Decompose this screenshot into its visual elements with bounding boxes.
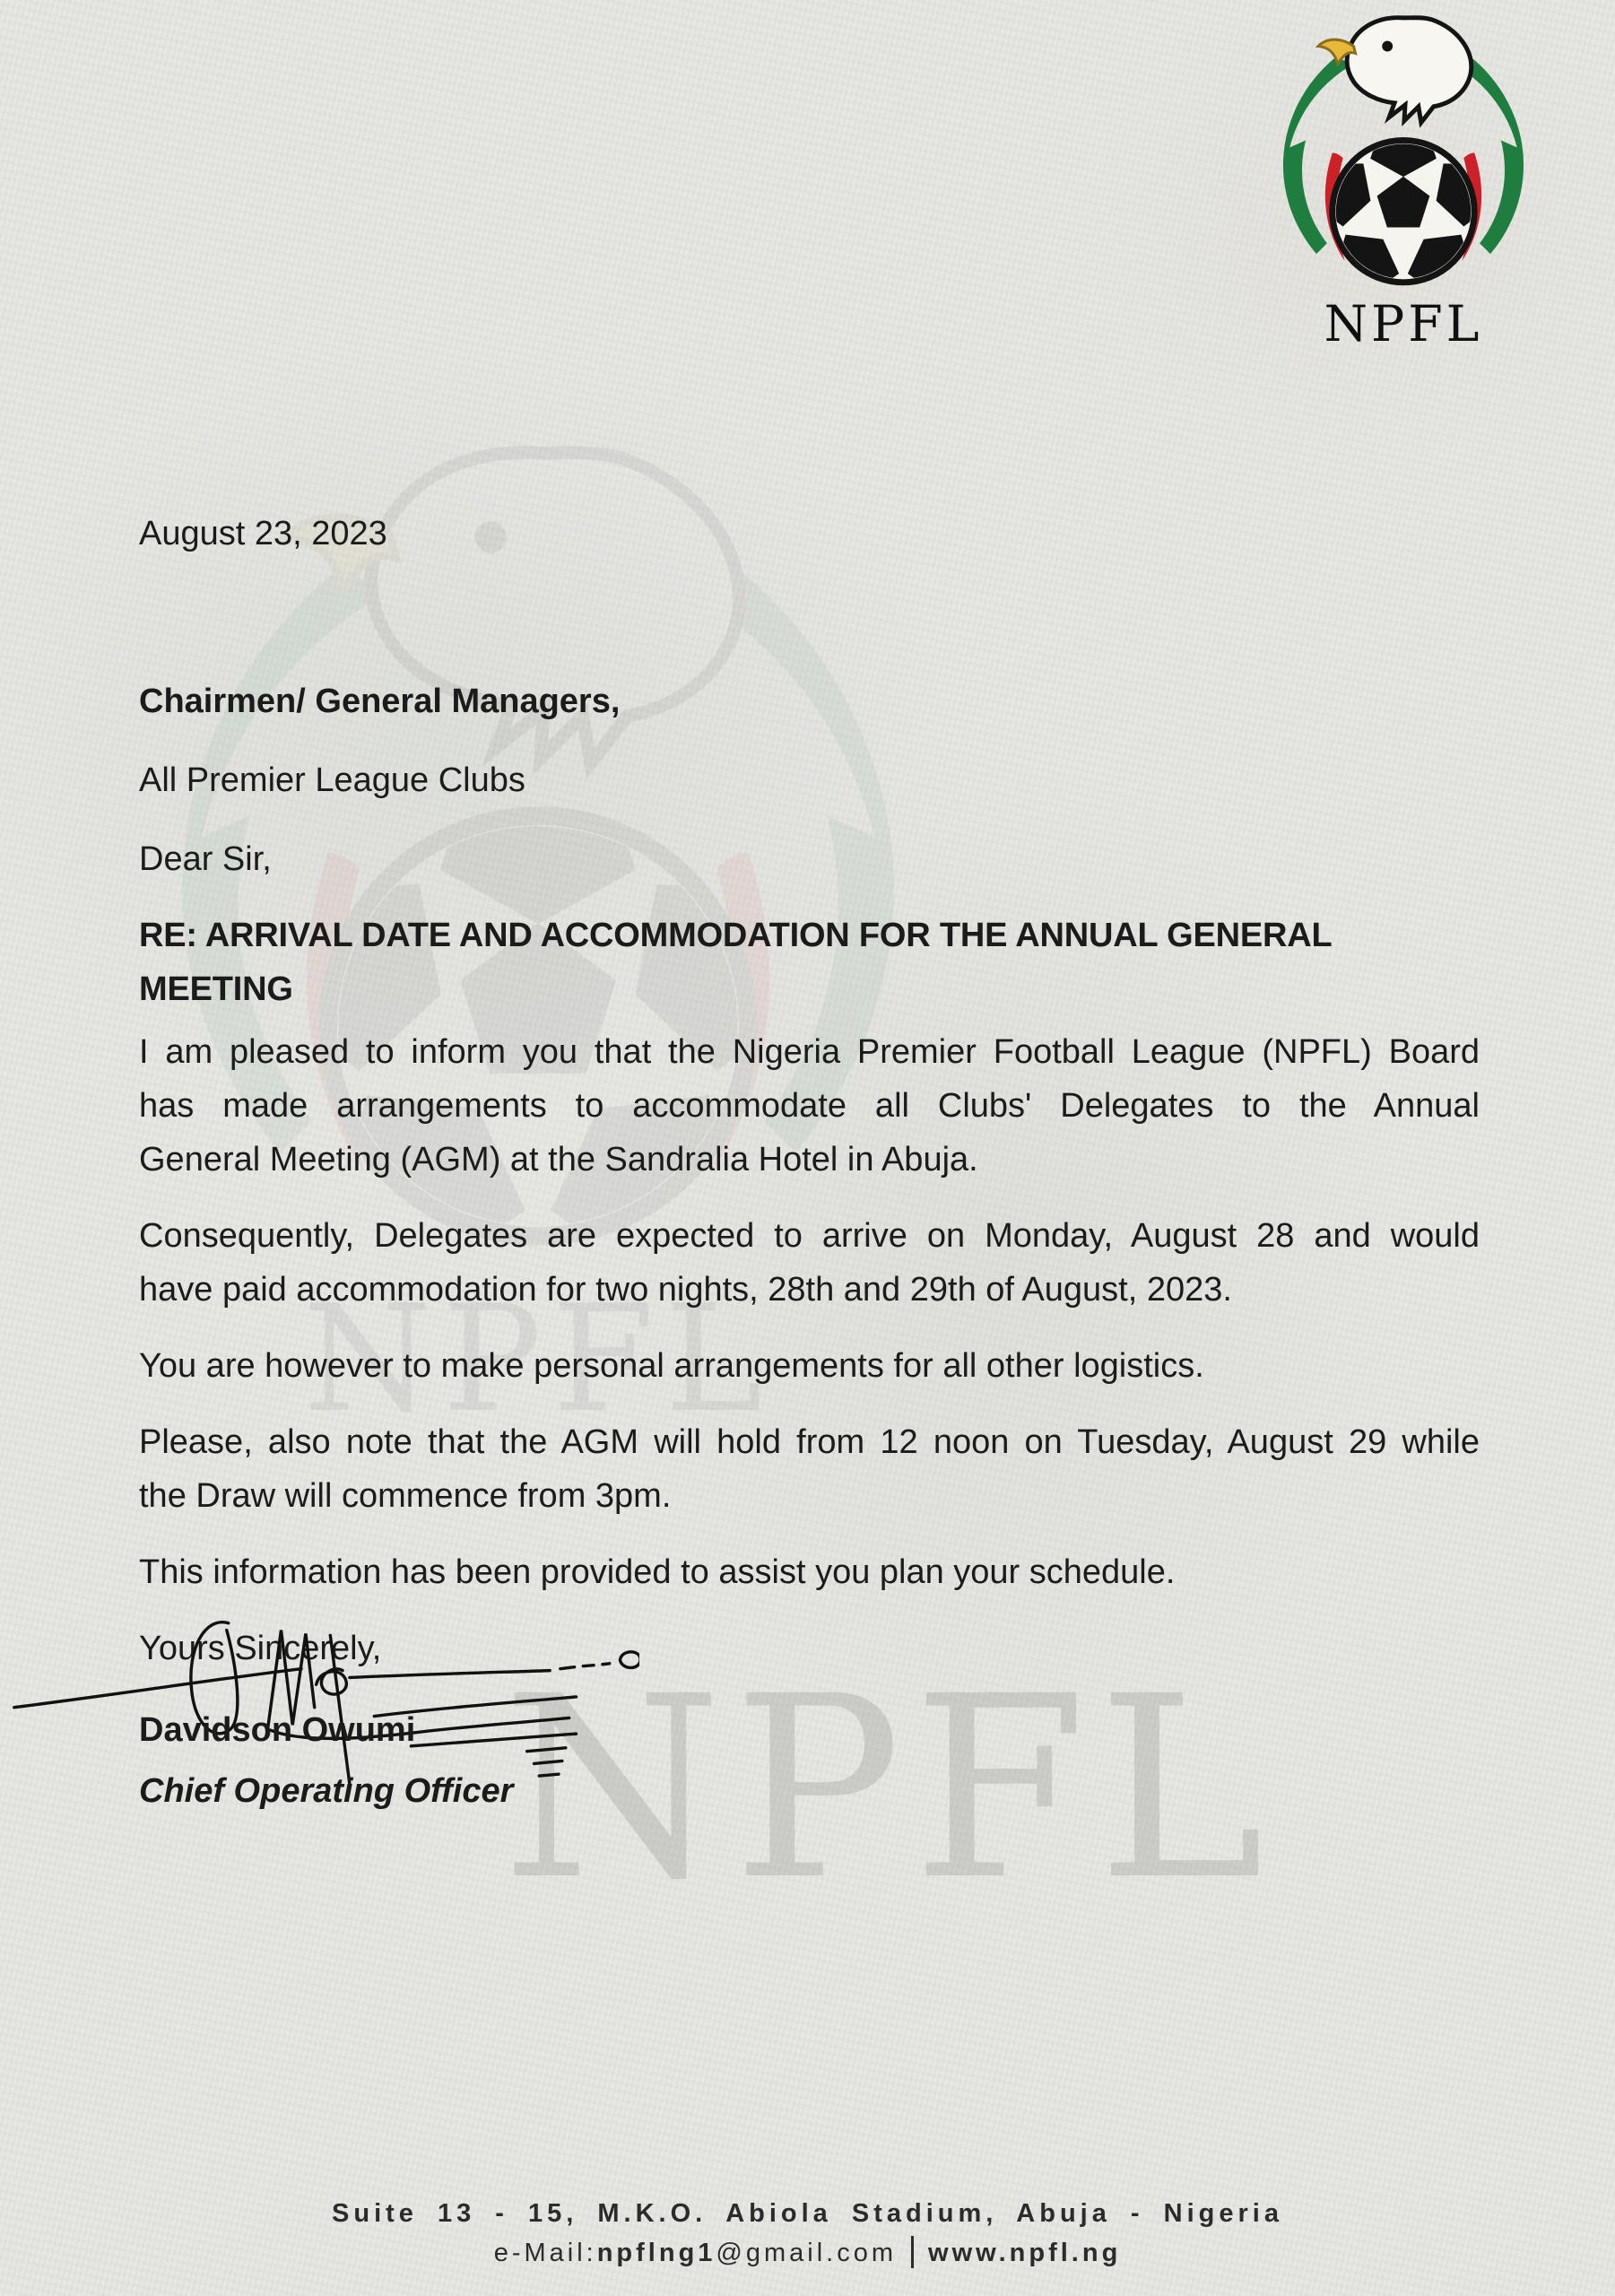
letter-body	[139, 1025, 1480, 1599]
npfl-logo	[1243, 7, 1564, 353]
body-paragraph: I am pleased to inform you that the Nigeria Premier Football League (NPFL) Board has made arrangements to accommodate all Clubs' Delegates to the Annual General Meeting (AGM) at the Sandralia Hotel in Abuja.	[139, 1033, 1480, 1178]
letter-date: August 23, 2023	[139, 515, 387, 552]
email-user: npflng1	[596, 2239, 716, 2267]
footer-address: Suite 13 - 15, M.K.O. Abiola Stadium, Abuja - Nigeria	[332, 2199, 1283, 2228]
email-label: e-Mail:	[493, 2239, 597, 2267]
footer-contact	[0, 2233, 1615, 2273]
closing: Yours Sincerely,	[139, 1630, 382, 1667]
footer-separator	[911, 2236, 914, 2268]
body-paragraph: Consequently, Delegates are expected to arrive on Monday, August 28 and would have paid accommodation for two nights, 28th and 29th of August, 2023.	[139, 1217, 1480, 1309]
signatory-name: Davidson Owumi	[139, 1711, 416, 1749]
salutation: Dear Sir,	[139, 840, 272, 878]
letter-footer	[0, 2194, 1615, 2273]
body-paragraph: You are however to make personal arrangements for all other logistics.	[139, 1347, 1204, 1385]
npfl-text-watermark: NPFL	[502, 1643, 1275, 1935]
subject-line: RE: ARRIVAL DATE AND ACCOMMODATION FOR THE ANNUAL GENERAL MEETING	[139, 917, 1332, 1008]
body-paragraph: Please, also note that the AGM will hold from 12 noon on Tuesday, August 29 while the Draw will commence from 3pm.	[139, 1423, 1480, 1515]
signatory-title: Chief Operating Officer	[139, 1772, 514, 1810]
recipient-title: Chairmen/ General Managers,	[139, 683, 621, 720]
email-domain: @gmail.com	[716, 2239, 898, 2267]
body-paragraph: This information has been provided to assist you plan your schedule.	[139, 1553, 1176, 1591]
website-url: www.npfl.ng	[928, 2239, 1122, 2267]
letter-content	[139, 507, 1480, 1675]
recipient-org: All Premier League Clubs	[139, 761, 525, 799]
signature-image	[7, 1604, 639, 1788]
